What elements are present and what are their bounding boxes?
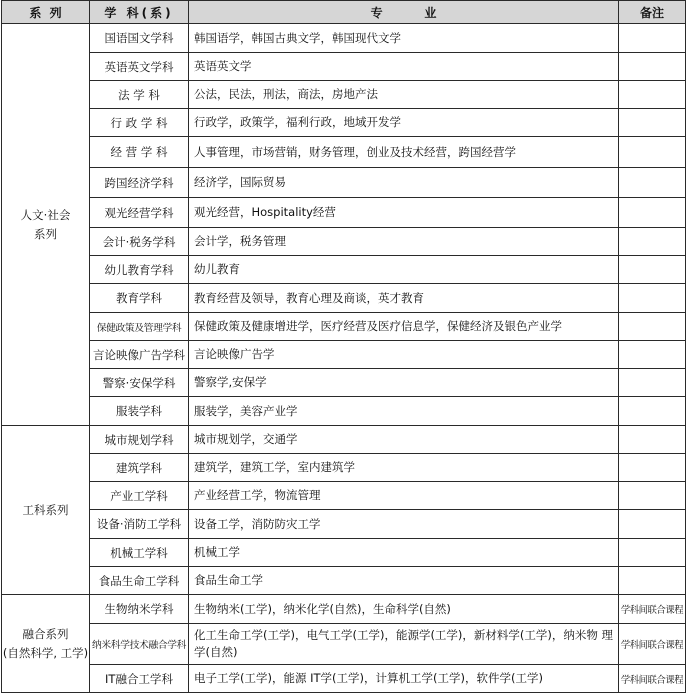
- remark-cell: [619, 397, 686, 426]
- table-row: [2, 341, 686, 369]
- department-cell: 建筑学科: [90, 454, 189, 482]
- major-cell: 观光经营，Hospitality经营: [189, 198, 619, 228]
- table-row: [2, 369, 686, 397]
- department-cell: 生物纳米学科: [90, 595, 189, 624]
- remark-cell: [619, 198, 686, 228]
- major-cell: 会计学，税务管理: [189, 228, 619, 256]
- table-row: [2, 510, 686, 539]
- table-row: [2, 81, 686, 109]
- major-cell: 食品生命工学: [189, 567, 619, 595]
- remark-cell: [619, 341, 686, 369]
- department-cell: 警察·安保学科: [90, 369, 189, 397]
- table-body: [2, 24, 686, 693]
- major-cell: 行政学，政策学，福利行政，地域开发学: [189, 109, 619, 137]
- remark-cell: [619, 81, 686, 109]
- group-engineering: 工科系列: [2, 426, 90, 595]
- department-cell: 服装学科: [90, 397, 189, 426]
- major-cell: 韩国语学，韩国古典文学，韩国现代文学: [189, 24, 619, 53]
- major-cell: 保健政策及健康增进学，医疗经营及医疗信息学，保健经济及银色产业学: [189, 313, 619, 341]
- major-cell: 幼儿教育: [189, 256, 619, 284]
- department-cell: 国语国文学科: [90, 24, 189, 53]
- major-cell: 经济学，国际贸易: [189, 168, 619, 198]
- department-cell: 产业工学科: [90, 482, 189, 510]
- department-cell: 跨国经济学科: [90, 168, 189, 198]
- department-cell: 纳米科学技术融合学科: [90, 624, 189, 665]
- table-row: [2, 137, 686, 168]
- table-row: [2, 595, 686, 624]
- remark-cell: [619, 256, 686, 284]
- table-row: [2, 624, 686, 665]
- header-department: 学 科(系): [90, 1, 189, 24]
- major-cell: 警察学,安保学: [189, 369, 619, 397]
- table-row: [2, 284, 686, 313]
- table-row: [2, 168, 686, 198]
- header-series: 系 列: [2, 1, 90, 24]
- remark-cell: [619, 426, 686, 454]
- remark-cell: [619, 53, 686, 81]
- department-cell: 幼儿教育学科: [90, 256, 189, 284]
- remark-cell: [619, 284, 686, 313]
- table-row: [2, 454, 686, 482]
- remark-cell: [619, 137, 686, 168]
- table-row: [2, 53, 686, 81]
- remark-cell: [619, 228, 686, 256]
- department-cell: 保健政策及管理学科: [90, 313, 189, 341]
- remark-cell: 学科间联合课程: [619, 665, 686, 693]
- major-cell: 设备工学，消防防灾工学: [189, 510, 619, 539]
- department-cell: 英语英文学科: [90, 53, 189, 81]
- group-humanities-social: 人文·社会 系列: [2, 24, 90, 426]
- remark-cell: 学科间联合课程: [619, 624, 686, 665]
- group-convergence: 融合系列 (自然科学, 工学): [2, 595, 90, 693]
- department-cell: 设备·消防工学科: [90, 510, 189, 539]
- major-cell: 产业经营工学，物流管理: [189, 482, 619, 510]
- major-cell: 机械工学: [189, 539, 619, 567]
- header-row: [2, 1, 686, 24]
- remark-cell: [619, 482, 686, 510]
- remark-cell: [619, 109, 686, 137]
- department-cell: IT融合工学科: [90, 665, 189, 693]
- remark-cell: [619, 567, 686, 595]
- major-cell: 人事管理，市场营销，财务管理，创业及技术经营，跨国经营学: [189, 137, 619, 168]
- table-row: [2, 24, 686, 53]
- table-row: [2, 109, 686, 137]
- table-row: [2, 313, 686, 341]
- department-cell: 法 学 科: [90, 81, 189, 109]
- major-cell: 城市规划学，交通学: [189, 426, 619, 454]
- major-cell: 服装学，美容产业学: [189, 397, 619, 426]
- table-row: [2, 426, 686, 454]
- department-cell: 教育学科: [90, 284, 189, 313]
- majors-table: [1, 0, 686, 693]
- department-cell: 行 政 学 科: [90, 109, 189, 137]
- major-cell: 电子工学(工学)，能源 IT学(工学)，计算机工学(工学)，软件学(工学): [189, 665, 619, 693]
- department-cell: 食品生命工学科: [90, 567, 189, 595]
- header-remark: 备注: [619, 1, 686, 24]
- remark-cell: [619, 313, 686, 341]
- department-cell: 机械工学科: [90, 539, 189, 567]
- remark-cell: 学科间联合课程: [619, 595, 686, 624]
- major-cell: 英语英文学: [189, 53, 619, 81]
- department-cell: 观光经营学科: [90, 198, 189, 228]
- major-cell: 教育经营及领导，教育心理及商谈，英才教育: [189, 284, 619, 313]
- department-cell: 经 营 学 科: [90, 137, 189, 168]
- remark-cell: [619, 24, 686, 53]
- header-major: 专 业: [189, 1, 619, 24]
- major-cell: 公法，民法，刑法，商法，房地产法: [189, 81, 619, 109]
- remark-cell: [619, 168, 686, 198]
- major-cell: 建筑学，建筑工学，室内建筑学: [189, 454, 619, 482]
- table-row: [2, 539, 686, 567]
- table-row: [2, 256, 686, 284]
- table-row: [2, 482, 686, 510]
- remark-cell: [619, 454, 686, 482]
- department-cell: 言论映像广告学科: [90, 341, 189, 369]
- department-cell: 会计·税务学科: [90, 228, 189, 256]
- major-cell: 化工生命工学(工学)，电气工学(工学)，能源学(工学)，新材料学(工学)，纳米物 理学(自然): [189, 624, 619, 665]
- table-row: [2, 198, 686, 228]
- table-row: [2, 567, 686, 595]
- remark-cell: [619, 510, 686, 539]
- table-row: [2, 665, 686, 693]
- table-row: [2, 228, 686, 256]
- department-cell: 城市规划学科: [90, 426, 189, 454]
- major-cell: 生物纳米(工学)，纳米化学(自然)，生命科学(自然): [189, 595, 619, 624]
- table-row: [2, 397, 686, 426]
- major-cell: 言论映像广告学: [189, 341, 619, 369]
- remark-cell: [619, 539, 686, 567]
- remark-cell: [619, 369, 686, 397]
